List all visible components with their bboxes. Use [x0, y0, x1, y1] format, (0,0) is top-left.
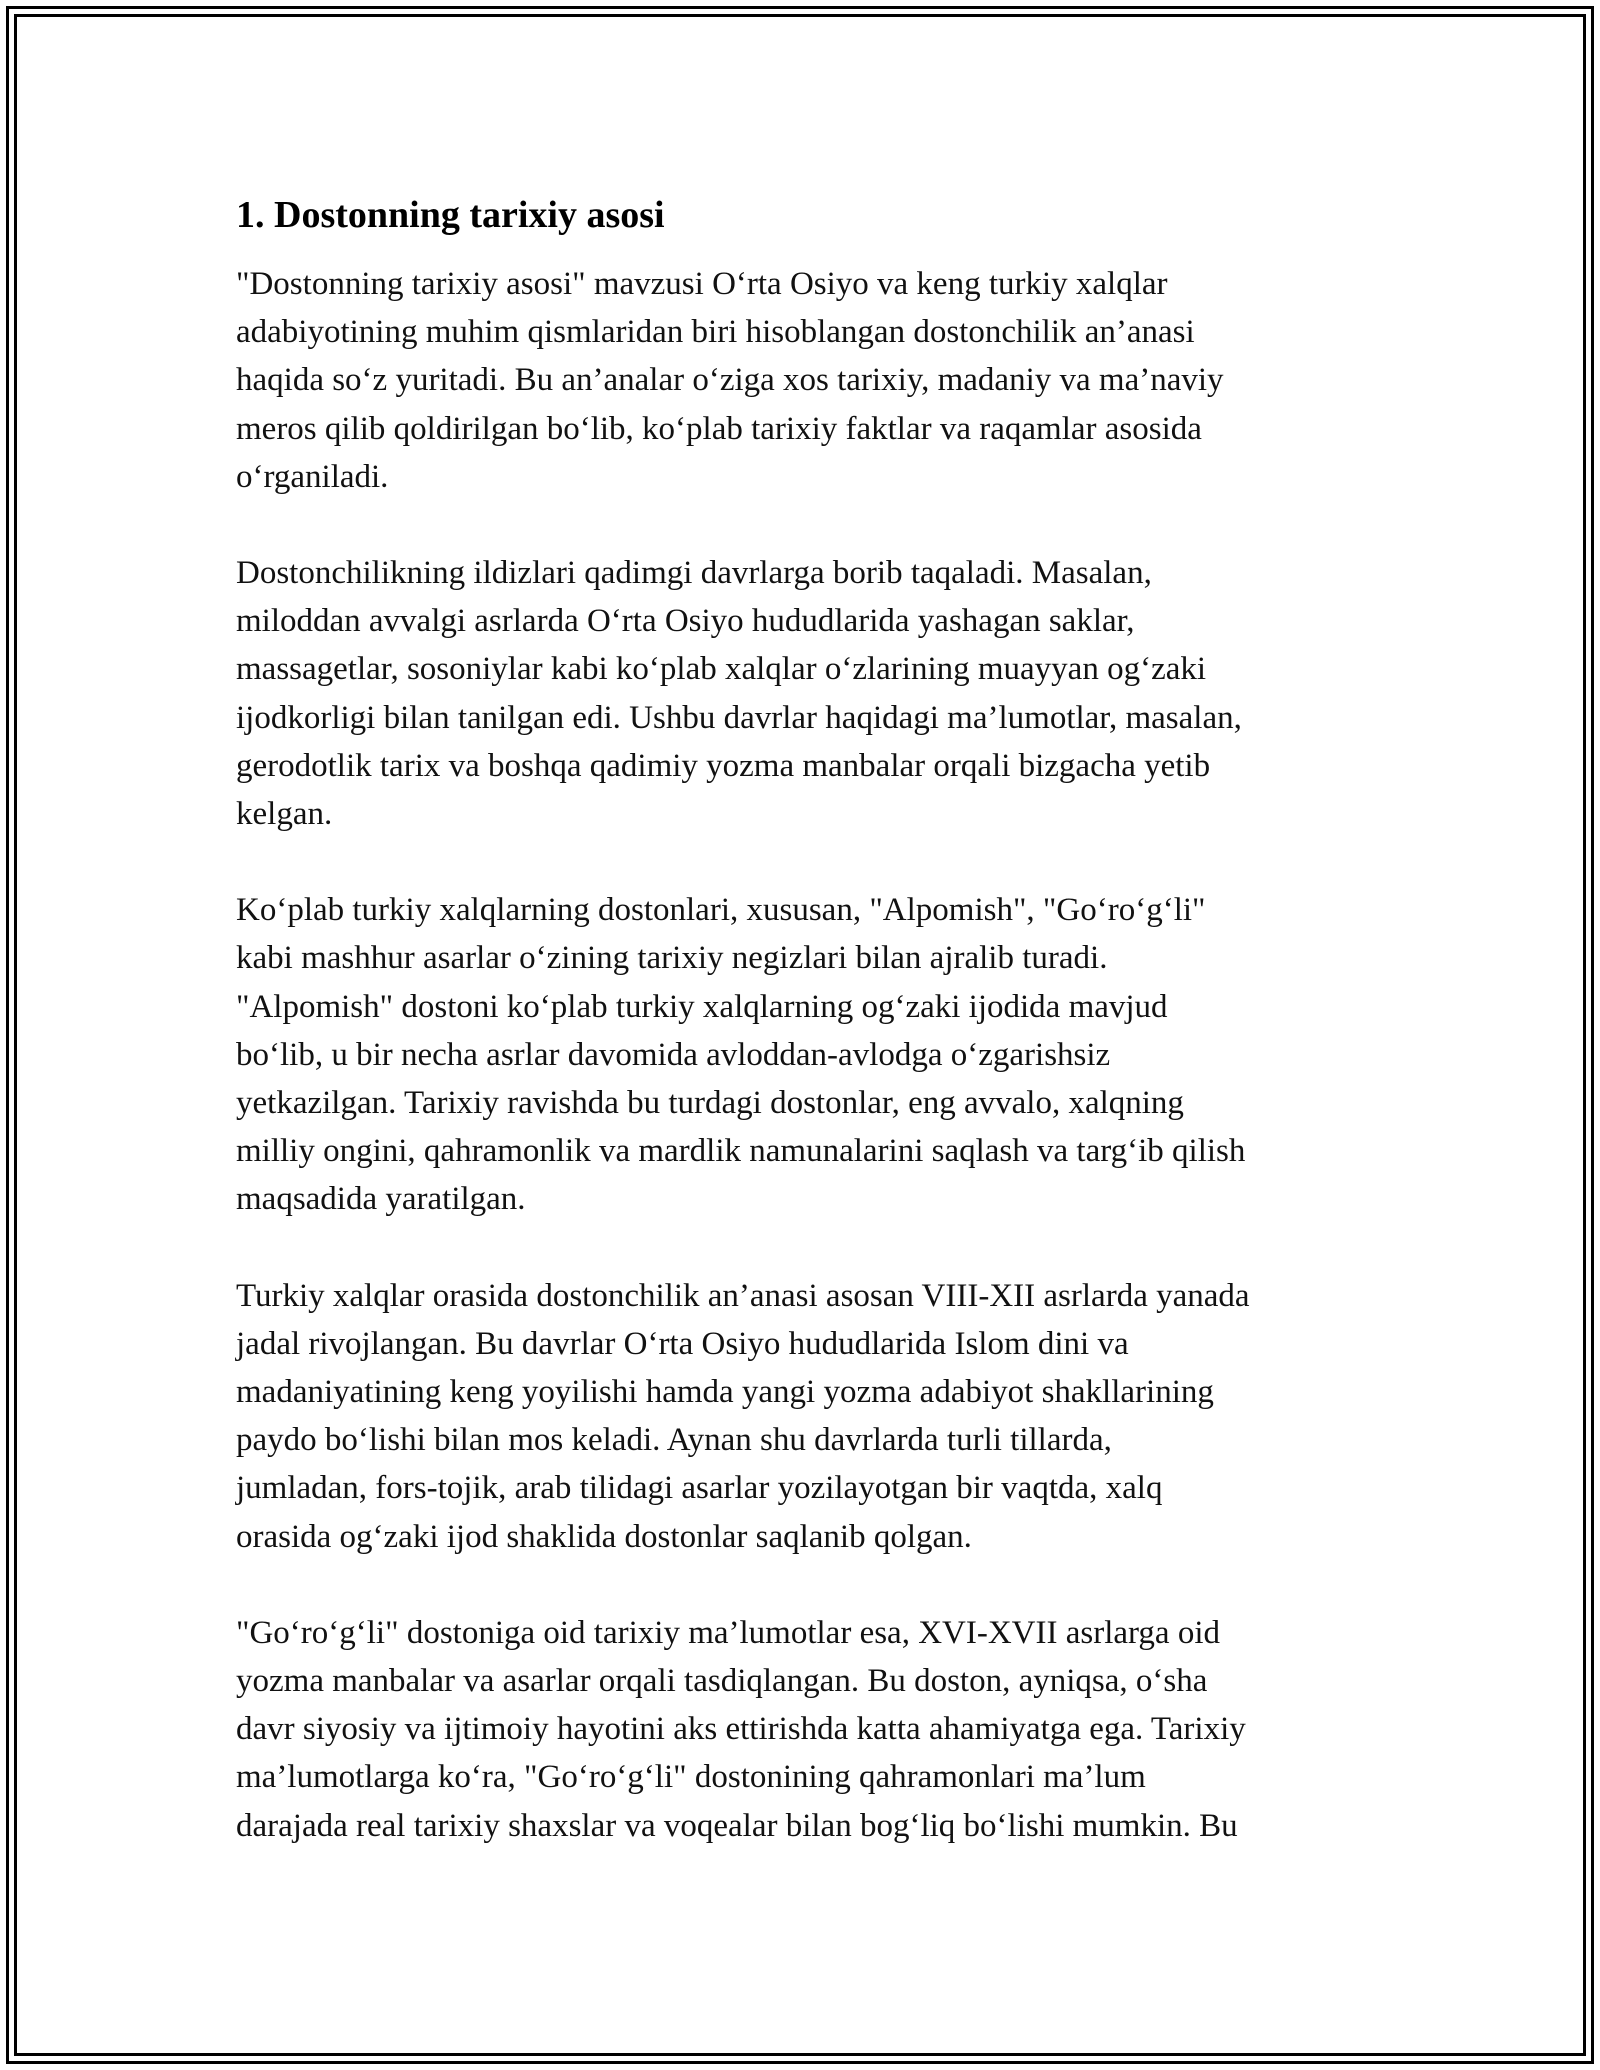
- document-body: [236, 190, 1384, 1850]
- paragraph-3: [236, 886, 1384, 1223]
- text-line: "Go‘ro‘g‘li" dostoniga oid tarixiy ma’lumotlar esa, XVI-XVII asrlarga oid: [236, 1614, 1220, 1651]
- text-line: orasida og‘zaki ijod shaklida dostonlar saqlanib qolgan.: [236, 1518, 972, 1555]
- paragraph-2: [236, 549, 1384, 838]
- text-line: adabiyotining muhim qismlaridan biri hisoblangan dostonchilik an’anasi: [236, 314, 1195, 351]
- text-line: ijodkorligi bilan tanilgan edi. Ushbu davrlar haqidagi ma’lumotlar, masalan,: [236, 699, 1242, 736]
- text-line: ma’lumotlarga ko‘ra, "Go‘ro‘g‘li" dostonining qahramonlari ma’lum: [236, 1759, 1146, 1796]
- text-line: kelgan.: [236, 796, 333, 833]
- paragraph-4: [236, 1272, 1384, 1561]
- text-line: yozma manbalar va asarlar orqali tasdiqlangan. Bu doston, ayniqsa, o‘sha: [236, 1663, 1208, 1700]
- text-line: paydo bo‘lishi bilan mos keladi. Aynan shu davrlarda turli tillarda,: [236, 1422, 1112, 1459]
- text-line: maqsadida yaratilgan.: [236, 1181, 526, 1218]
- text-line: milliy ongini, qahramonlik va mardlik namunalarini saqlash va targ‘ib qilish: [236, 1133, 1246, 1170]
- text-line: darajada real tarixiy shaxslar va voqealar bilan bog‘liq bo‘lishi mumkin. Bu: [236, 1807, 1238, 1844]
- text-line: miloddan avvalgi asrlarda O‘rta Osiyo hududlarida yashagan saklar,: [236, 603, 1135, 640]
- text-line: kabi mashhur asarlar o‘zining tarixiy negizlari bilan ajralib turadi.: [236, 940, 1108, 977]
- text-line: meros qilib qoldirilgan bo‘lib, ko‘plab tarixiy faktlar va raqamlar asosida: [236, 410, 1202, 447]
- text-line: Ko‘plab turkiy xalqlarning dostonlari, xususan, "Alpomish", "Go‘ro‘g‘li": [236, 892, 1206, 929]
- text-line: "Dostonning tarixiy asosi" mavzusi O‘rta Osiyo va keng turkiy xalqlar: [236, 266, 1168, 302]
- text-line: madaniyatining keng yoyilishi hamda yangi yozma adabiyot shakllarining: [236, 1374, 1214, 1411]
- text-line: yetkazilgan. Tarixiy ravishda bu turdagi dostonlar, eng avvalo, xalqning: [236, 1085, 1184, 1122]
- text-line: haqida so‘z yuritadi. Bu an’analar o‘ziga xos tarixiy, madaniy va ma’naviy: [236, 362, 1224, 399]
- paragraph-5: [236, 1609, 1384, 1850]
- text-line: davr siyosiy va ijtimoiy hayotini aks ettirishda katta ahamiyatga ega. Tarixiy: [236, 1711, 1246, 1748]
- text-line: jadal rivojlangan. Bu davrlar O‘rta Osiyo hududlarida Islom dini va: [236, 1325, 1129, 1362]
- text-line: bo‘lib, u bir necha asrlar davomida avloddan-avlodga o‘zgarishsiz: [236, 1036, 1111, 1073]
- paragraph-1: [236, 260, 1384, 501]
- text-line: massagetlar, sosoniylar kabi ko‘plab xalqlar o‘zlarining muayyan og‘zaki: [236, 651, 1207, 688]
- text-line: o‘rganiladi.: [236, 458, 389, 495]
- text-line: jumladan, fors-tojik, arab tilidagi asarlar yozilayotgan bir vaqtda, xalq: [236, 1470, 1163, 1507]
- text-line: "Alpomish" dostoni ko‘plab turkiy xalqlarning og‘zaki ijodida mavjud: [236, 988, 1168, 1025]
- text-line: gerodotlik tarix va boshqa qadimiy yozma manbalar orqali bizgacha yetib: [236, 747, 1211, 784]
- text-line: Turkiy xalqlar orasida dostonchilik an’anasi asosan VIII-XII asrlarda yanada: [236, 1277, 1250, 1314]
- text-line: Dostonchilikning ildizlari qadimgi davrlarga borib taqaladi. Masalan,: [236, 555, 1152, 592]
- section-heading: 1. Dostonning tarixiy asosi: [236, 194, 665, 236]
